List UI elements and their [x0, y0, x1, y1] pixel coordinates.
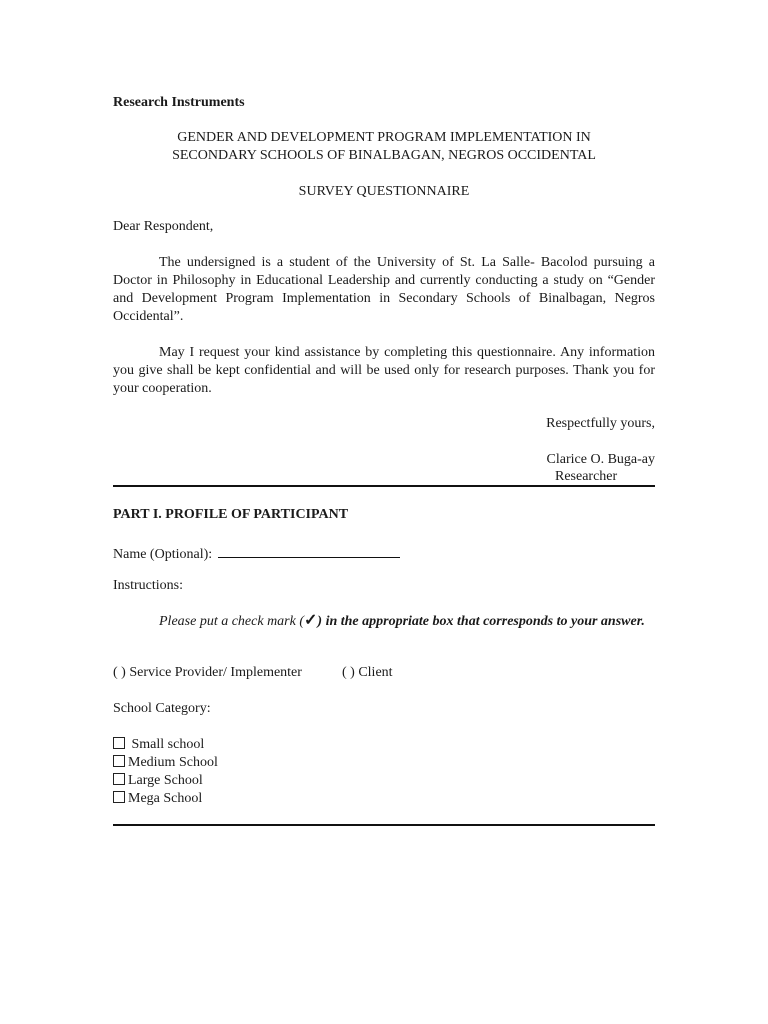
instruction-italic: Please put a check mark ( [159, 614, 304, 629]
category-label: Large School [128, 773, 203, 788]
title-line-2: SECONDARY SCHOOLS OF BINALBAGAN, NEGROS OCCIDENTAL [172, 148, 596, 163]
category-label: Mega School [128, 791, 203, 806]
name-label: Name (Optional): [113, 547, 213, 562]
section-divider-bottom [113, 824, 655, 826]
role-option-provider[interactable]: ( ) Service Provider/ Implementer [113, 665, 302, 680]
category-option-mega[interactable] [113, 790, 202, 808]
role-option-client[interactable]: ( ) Client [342, 665, 393, 680]
category-option-small[interactable] [113, 736, 204, 754]
instruction-bold: ) in the appropriate box that corresponds to your answer. [317, 614, 645, 629]
part1-heading: PART I. PROFILE OF PARTICIPANT [113, 507, 349, 522]
check-mark-icon: ✓ [304, 612, 318, 629]
category-option-medium[interactable] [113, 754, 218, 772]
school-category-label: School Category: [113, 701, 211, 716]
name-row [113, 543, 400, 563]
checkbox-icon[interactable] [113, 755, 125, 767]
survey-subtitle: SURVEY QUESTIONNAIRE [298, 184, 470, 199]
category-label: Medium School [128, 755, 218, 770]
section-label: Research Instruments [113, 95, 245, 110]
closing-line: Respectfully yours, [546, 416, 655, 431]
instructions-label: Instructions: [113, 578, 183, 593]
intro-paragraph: The undersigned is a student of the University of St. La Salle- Bacolod pursuing a Doctor in Philosophy in Educational Leadership and currently conducting a study on “Gender and Development Program Implementation in Secondary Schools of Binalbagan, Negros Occidental”. [113, 255, 655, 324]
signer-name: Clarice O. Buga-ay [546, 452, 655, 467]
category-option-large[interactable] [113, 772, 203, 790]
checkbox-icon[interactable] [113, 791, 125, 803]
checkbox-icon[interactable] [113, 773, 125, 785]
section-divider-top [113, 485, 655, 487]
salutation: Dear Respondent, [113, 219, 214, 234]
category-label: Small school [131, 737, 205, 752]
checkbox-icon[interactable] [113, 737, 125, 749]
document-title [113, 129, 655, 165]
instruction-text [113, 612, 655, 631]
request-paragraph: May I request your kind assistance by completing this questionnaire. Any information you give shall be kept confidential and will be used only for research purposes. Thank you for your cooperation. [113, 345, 655, 396]
signer-role: Researcher [555, 469, 618, 484]
title-line-1: GENDER AND DEVELOPMENT PROGRAM IMPLEMENTATION IN [177, 130, 591, 145]
name-input-line[interactable] [218, 543, 400, 558]
